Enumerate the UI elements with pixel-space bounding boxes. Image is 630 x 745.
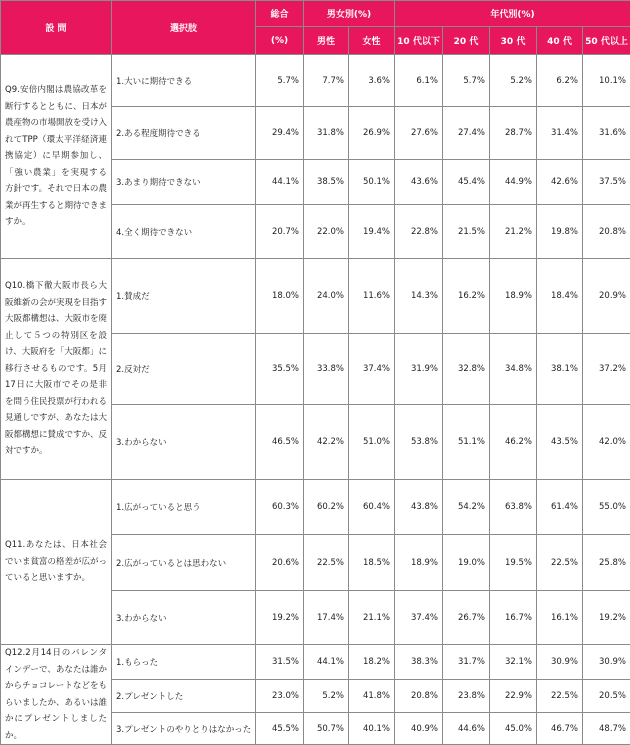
value-cell: 16.1% [537,591,583,645]
value-cell: 20.5% [583,680,630,713]
male-header: 男性 [304,27,349,55]
value-cell: 29.4% [256,107,304,160]
value-cell: 46.2% [490,405,537,480]
gender-header: 男女別(%) [304,1,395,27]
choice-cell: 2.反対だ [112,334,256,405]
value-cell: 31.7% [443,645,490,680]
choice-cell: 1.賛成だ [112,259,256,334]
value-cell: 38.3% [395,645,443,680]
choice-cell: 1.大いに期待できる [112,55,256,107]
value-cell: 5.2% [490,55,537,107]
value-cell: 44.6% [443,713,490,745]
value-cell: 61.4% [537,480,583,535]
value-cell: 41.8% [349,680,395,713]
age-header-cell: 50 代以上 [583,27,630,55]
value-cell: 17.4% [304,591,349,645]
value-cell: 51.0% [349,405,395,480]
choice-cell: 1.もらった [112,645,256,680]
value-cell: 19.2% [256,591,304,645]
value-cell: 20.7% [256,205,304,259]
value-cell: 26.9% [349,107,395,160]
value-cell: 20.8% [583,205,630,259]
value-cell: 22.5% [537,535,583,591]
value-cell: 18.0% [256,259,304,334]
value-cell: 18.2% [349,645,395,680]
choice-cell: 2.ある程度期待できる [112,107,256,160]
value-cell: 42.0% [583,405,630,480]
value-cell: 31.4% [537,107,583,160]
total-unit-header: (%) [256,27,304,55]
choice-cell: 3.わからない [112,591,256,645]
question-text: Q12.2月14日のバレンタインデーで、あなたは誰かからチョコレートなどをもらいましたか、あるいは誰かにプレゼントしましたか。 [1,645,112,745]
value-cell: 31.9% [395,334,443,405]
value-cell: 18.4% [537,259,583,334]
value-cell: 48.7% [583,713,630,745]
value-cell: 45.0% [490,713,537,745]
total-header: 総合 [256,1,304,27]
value-cell: 35.5% [256,334,304,405]
question-text: Q11.あなたは、日本社会でいま貧富の格差が広がっていると思いますか。 [1,480,112,645]
age-header-cell: 40 代 [537,27,583,55]
value-cell: 22.5% [537,680,583,713]
value-cell: 27.4% [443,107,490,160]
value-cell: 14.3% [395,259,443,334]
value-cell: 5.7% [256,55,304,107]
value-cell: 21.1% [349,591,395,645]
age-header-cell: 20 代 [443,27,490,55]
value-cell: 34.8% [490,334,537,405]
value-cell: 23.0% [256,680,304,713]
value-cell: 20.8% [395,680,443,713]
value-cell: 32.1% [490,645,537,680]
value-cell: 19.2% [583,591,630,645]
value-cell: 37.4% [349,334,395,405]
value-cell: 32.8% [443,334,490,405]
question-text: Q10.橋下徹大阪市長ら大阪維新の会が実現を目指す大阪都構想は、大阪市を廃止して５つの特別区を設け、大阪府を「大阪都」に移行させるものです。5月17日に大阪市でその是非を問う住民投票が行われる見通しですが、あなたは大阪都構想に賛成ですか、反対ですか。 [1,259,112,480]
header-row-1 [1,1,630,27]
value-cell: 22.5% [304,535,349,591]
value-cell: 5.2% [304,680,349,713]
value-cell: 53.8% [395,405,443,480]
value-cell: 54.2% [443,480,490,535]
value-cell: 46.5% [256,405,304,480]
value-cell: 37.5% [583,160,630,205]
value-cell: 31.8% [304,107,349,160]
value-cell: 22.8% [395,205,443,259]
value-cell: 38.1% [537,334,583,405]
value-cell: 63.8% [490,480,537,535]
value-cell: 44.9% [490,160,537,205]
value-cell: 5.7% [443,55,490,107]
value-cell: 6.1% [395,55,443,107]
value-cell: 26.7% [443,591,490,645]
value-cell: 60.4% [349,480,395,535]
value-cell: 25.8% [583,535,630,591]
value-cell: 45.5% [256,713,304,745]
value-cell: 23.8% [443,680,490,713]
table-row [1,480,630,535]
choice-cell: 2.広がっているとは思わない [112,535,256,591]
value-cell: 19.0% [443,535,490,591]
value-cell: 51.1% [443,405,490,480]
value-cell: 43.8% [395,480,443,535]
table-row [1,645,630,680]
value-cell: 18.9% [395,535,443,591]
value-cell: 31.6% [583,107,630,160]
value-cell: 44.1% [304,645,349,680]
choice-cell: 3.プレゼントのやりとりはなかった [112,713,256,745]
value-cell: 43.6% [395,160,443,205]
value-cell: 60.2% [304,480,349,535]
value-cell: 30.9% [583,645,630,680]
value-cell: 16.7% [490,591,537,645]
question-text: Q9.安倍内閣は農協改革を断行するとともに、日本が農産物の市場開放を受け入れてTPP（環太平洋経済連携協定）に早期参加し、「強い農業」を実現する方針です。それで日本の農業が再生すると期待できますか。 [1,55,112,259]
value-cell: 42.6% [537,160,583,205]
value-cell: 42.2% [304,405,349,480]
value-cell: 10.1% [583,55,630,107]
value-cell: 37.2% [583,334,630,405]
choice-cell: 1.広がっていると思う [112,480,256,535]
value-cell: 40.9% [395,713,443,745]
value-cell: 22.0% [304,205,349,259]
table-body [1,1,630,745]
table-row [1,55,630,107]
value-cell: 19.8% [537,205,583,259]
value-cell: 20.9% [583,259,630,334]
value-cell: 46.7% [537,713,583,745]
value-cell: 6.2% [537,55,583,107]
value-cell: 11.6% [349,259,395,334]
value-cell: 21.5% [443,205,490,259]
question-header: 設 問 [1,1,112,55]
value-cell: 7.7% [304,55,349,107]
female-header: 女性 [349,27,395,55]
value-cell: 16.2% [443,259,490,334]
choice-cell: 4.全く期待できない [112,205,256,259]
age-header-cell: 30 代 [490,27,537,55]
value-cell: 50.1% [349,160,395,205]
value-cell: 55.0% [583,480,630,535]
value-cell: 44.1% [256,160,304,205]
value-cell: 37.4% [395,591,443,645]
value-cell: 19.5% [490,535,537,591]
choice-header: 選択肢 [112,1,256,55]
value-cell: 33.8% [304,334,349,405]
age-header: 年代別(%) [395,1,630,27]
value-cell: 20.6% [256,535,304,591]
value-cell: 18.9% [490,259,537,334]
table-row [1,259,630,334]
choice-cell: 3.あまり期待できない [112,160,256,205]
value-cell: 27.6% [395,107,443,160]
value-cell: 21.2% [490,205,537,259]
value-cell: 30.9% [537,645,583,680]
value-cell: 50.7% [304,713,349,745]
value-cell: 40.1% [349,713,395,745]
value-cell: 38.5% [304,160,349,205]
value-cell: 3.6% [349,55,395,107]
value-cell: 19.4% [349,205,395,259]
value-cell: 18.5% [349,535,395,591]
value-cell: 60.3% [256,480,304,535]
value-cell: 31.5% [256,645,304,680]
age-header-cell: 10 代以下 [395,27,443,55]
value-cell: 28.7% [490,107,537,160]
value-cell: 22.9% [490,680,537,713]
choice-cell: 2.プレゼントした [112,680,256,713]
value-cell: 24.0% [304,259,349,334]
value-cell: 45.4% [443,160,490,205]
value-cell: 43.5% [537,405,583,480]
choice-cell: 3.わからない [112,405,256,480]
